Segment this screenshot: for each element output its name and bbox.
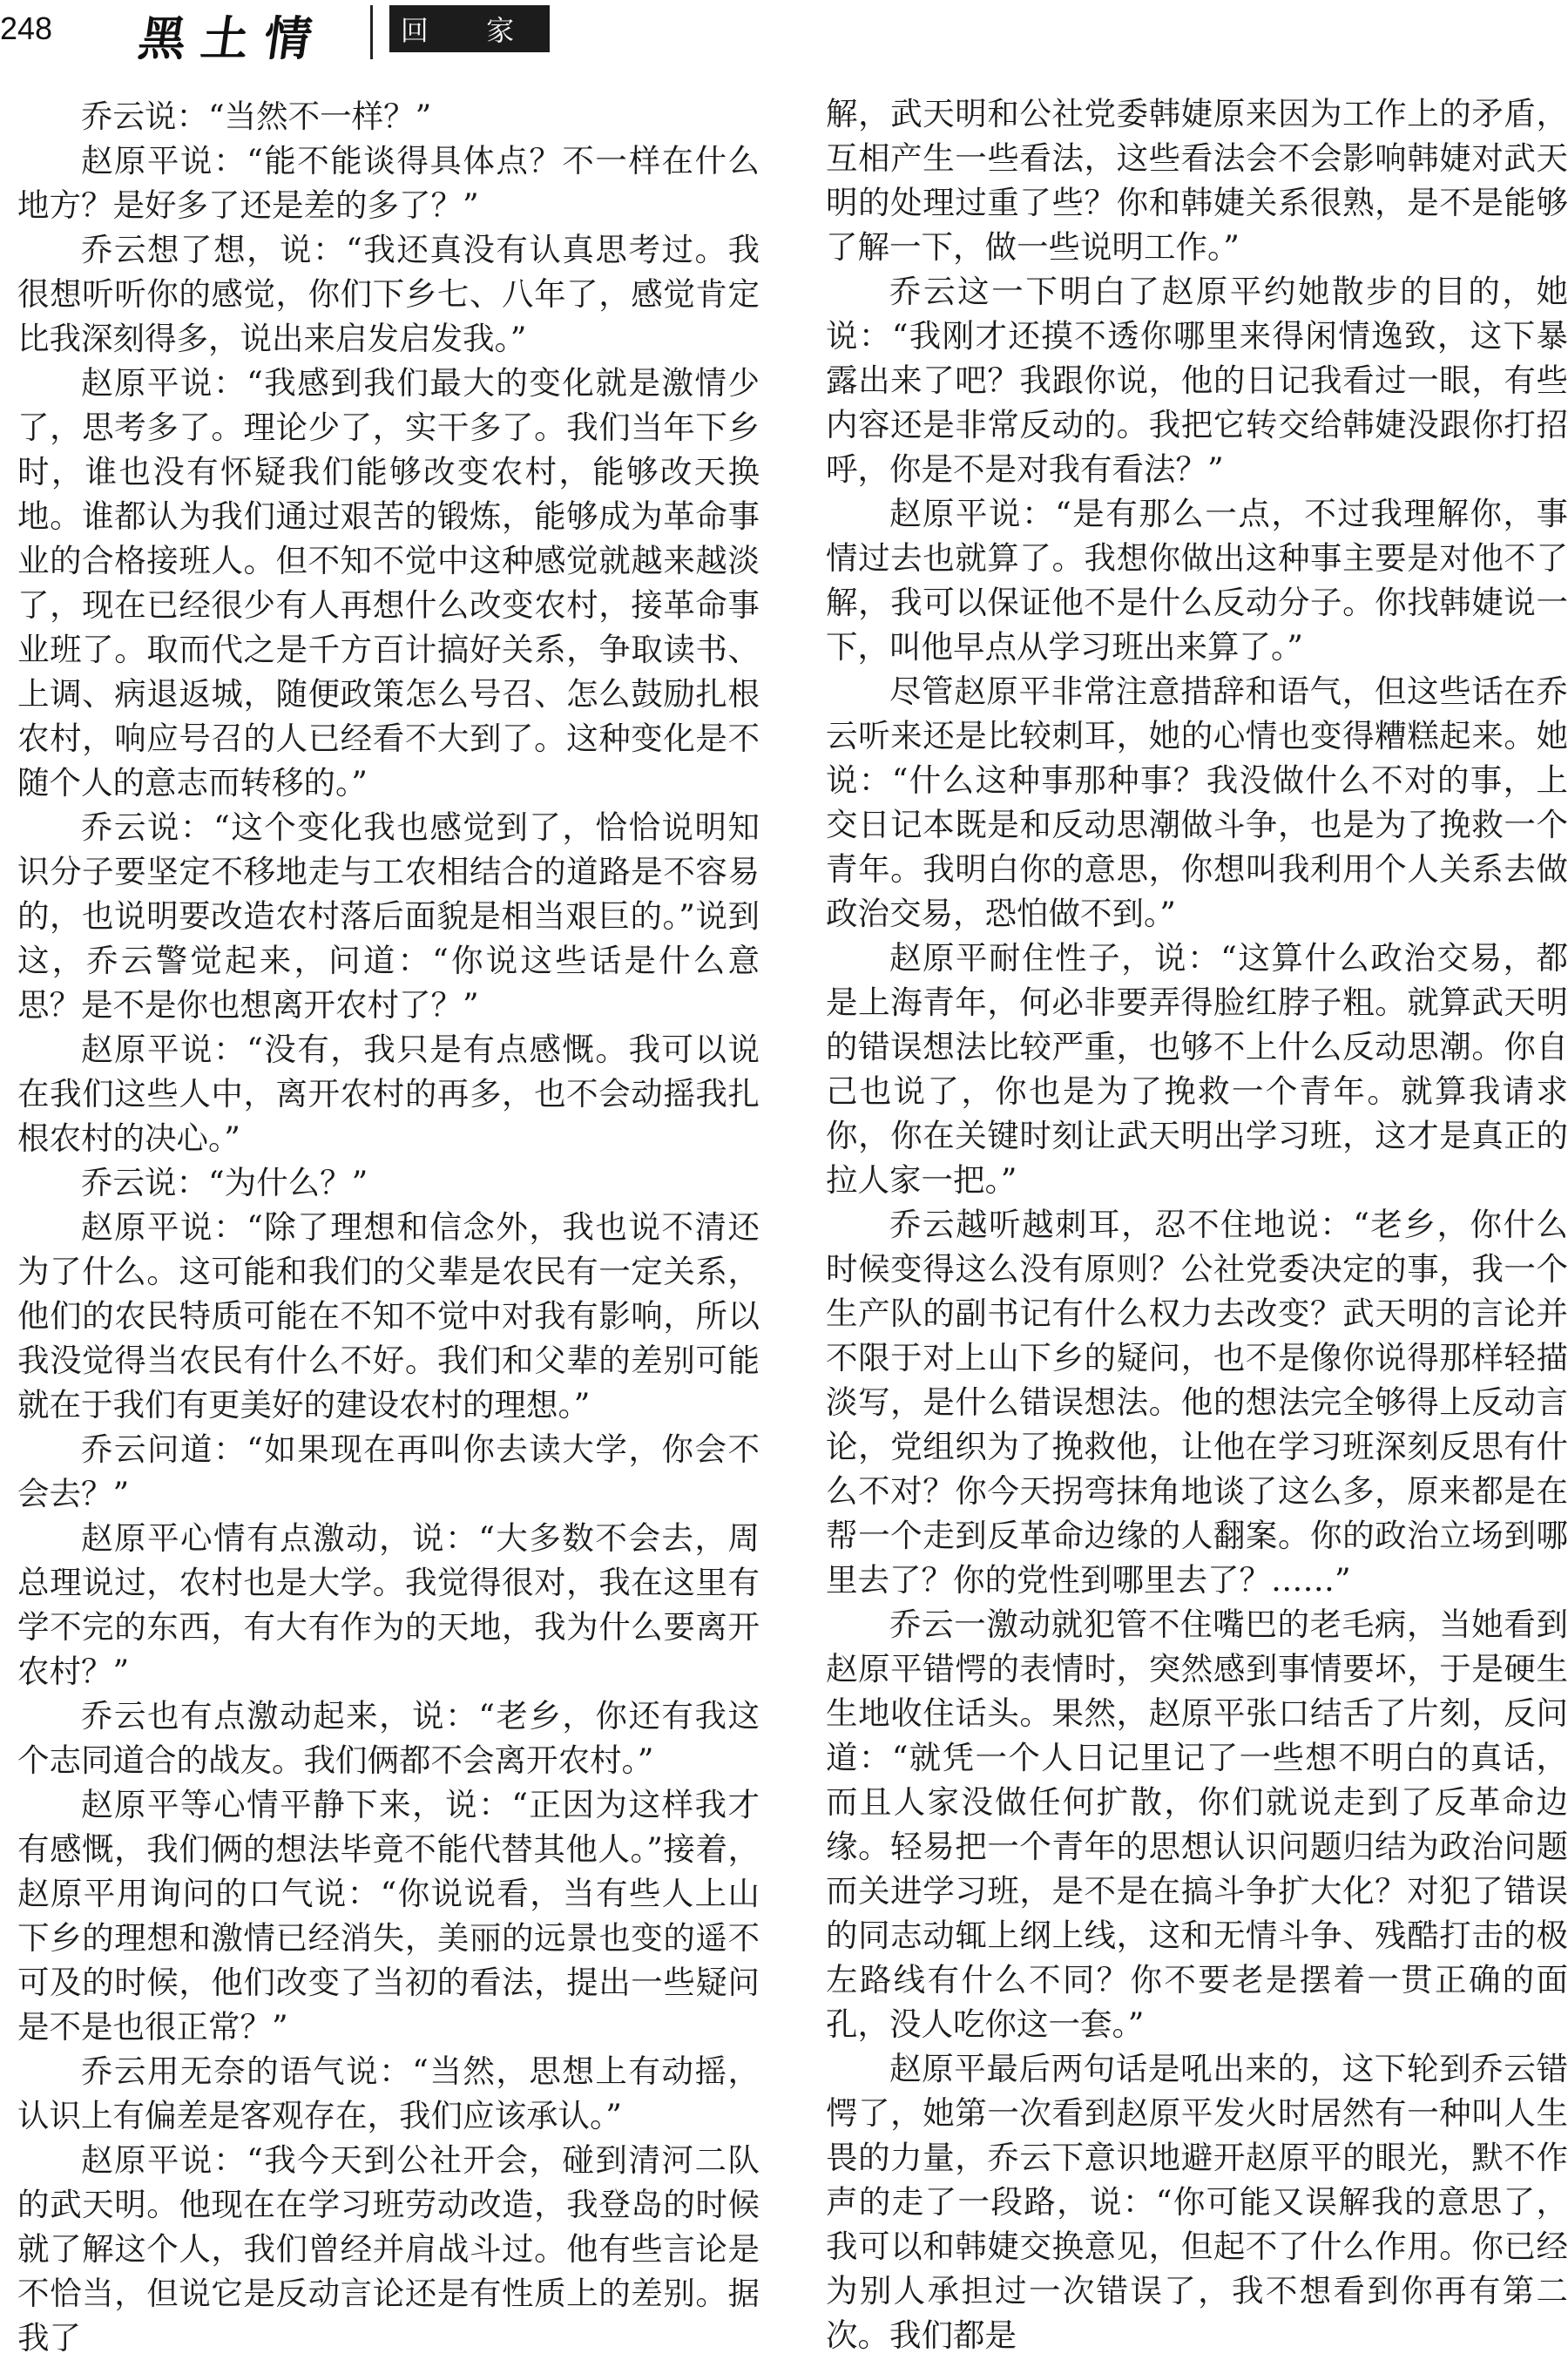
paragraph: 赵原平说：“是有那么一点，不过我理解你，事情过去也就算了。我想你做出这种事主要是对他不了解，我可以保证他不是什么反动分子。你找韩婕说一下，叫他早点从学习班出来算了。” [826,495,1568,666]
left-column [17,94,760,2360]
paragraph: 乔云说：“当然不一样？” [81,98,432,135]
paragraph: 赵原平最后两句话是吼出来的，这下轮到乔云错愕了，她第一次看到赵原平发火时居然有一种叫人生畏的力量，乔云下意识地避开赵原平的眼光，默不作声的走了一段路，说：“你可能又误解我的意思了，我可以和韩婕交换意见，但起不了什么作用。你已经为别人承担过一次错误了，我不想看到你再有第二次。我们都是 [826,2050,1568,2354]
paragraph: 乔云这一下明白了赵原平约她散步的目的，她说：“我刚才还摸不透你哪里来得闲情逸致，这下暴露出来了吧？我跟你说，他的日记我看过一眼，有些内容还是非常反动的。我把它转交给韩婕没跟你打招呼，你是不是对我有看法？” [826,273,1568,488]
paragraph: 赵原平说：“我感到我们最大的变化就是激情少了，思考多了。理论少了，实干多了。我们当年下乡时，谁也没有怀疑我们能够改变农村，能够改天换地。谁都认为我们通过艰苦的锻炼，能够成为革命事业的合格接班人。但不知不觉中这种感觉就越来越淡了，现在已经很少有人再想什么改变农村，接革命事业班了。取而代之是千方百计搞好关系，争取读书、上调、病退返城，随便政策怎么号召、怎么鼓励扎根农村，响应号召的人已经看不大到了。这种变化是不随个人的意志而转移的。” [17,364,760,801]
paragraph: 乔云越听越刺耳，忍不住地说：“老乡，你什么时候变得这么没有原则？公社党委决定的事，我一个生产队的副书记有什么权力去改变？武天明的言论并不限于对上山下乡的疑问，也不是像你说得那样轻描淡写，是什么错误想法。他的想法完全够得上反动言论，党组织为了挽救他，让他在学习班深刻反思有什么不对？你今天拐弯抹角地谈了这么多，原来都是在帮一个走到反革命边缘的人翻案。你的政治立场到哪里去了？你的党性到哪里去了？……” [826,1206,1568,1599]
paragraph: 赵原平说：“能不能谈得具体点？不一样在什么地方？是好多了还是差的多了？” [17,142,760,224]
magazine-title: 黑土情 [135,10,332,66]
paragraph: 尽管赵原平非常注意措辞和语气，但这些话在乔云听来还是比较刺耳，她的心情也变得糟糕起来。她说：“什么这种事那种事？我没做什么不对的事，上交日记本既是和反动思潮做斗争，也是为了挽救一个青年。我明白你的意思，你想叫我利用个人关系去做政治交易，恐怕做不到。” [826,673,1568,932]
paragraph: 乔云问道：“如果现在再叫你去读大学，你会不会去？” [17,1430,760,1512]
paragraph: 乔云说：“这个变化我也感觉到了，恰恰说明知识分子要坚定不移地走与工农相结合的道路是不容易的，也说明要改造农村落后面貌是相当艰巨的。”说到这，乔云警觉起来，问道：“你说这些话是什么意思？是不是你也想离开农村了？” [17,808,760,1024]
paragraph: 乔云用无奈的语气说：“当然，思想上有动摇，认识上有偏差是客观存在，我们应该承认。” [17,2052,760,2134]
paragraph: 赵原平等心情平静下来，说：“正因为这样我才有感慨，我们俩的想法毕竟不能代替其他人。”接着，赵原平用询问的口气说：“你说说看，当有些人上山下乡的理想和激情已经消失，美丽的远景也变的遥不可及的时候，他们改变了当初的看法，提出一些疑问是不是也很正常？” [17,1786,760,2046]
paragraph: 乔云说：“为什么？” [81,1164,368,1201]
header-divider [370,5,373,59]
article-body [17,94,1568,2357]
section-label: 回 家 [389,5,550,52]
right-column [826,91,1568,2357]
paragraph: 乔云想了想，说：“我还真没有认真思考过。我很想听听你的感觉，你们下乡七、八年了，感觉肯定比我深刻得多，说出来启发启发我。” [17,231,760,357]
paragraph: 赵原平耐住性子，说：“这算什么政治交易，都是上海青年，何必非要弄得脸红脖子粗。就算武天明的错误想法比较严重，也够不上什么反动思潮。你自己也说了，你也是为了挽救一个青年。就算我请求你，你在关键时刻让武天明出学习班，这才是真正的拉人家一把。” [826,939,1568,1199]
paragraph: 赵原平说：“没有，我只是有点感慨。我可以说在我们这些人中，离开农村的再多，也不会动摇我扎根农村的决心。” [17,1031,760,1157]
paragraph: 赵原平心情有点激动，说：“大多数不会去，周总理说过，农村也是大学。我觉得很对，我在这里有学不完的东西，有大有作为的天地，我为什么要离开农村？” [17,1519,760,1690]
page-header [0,0,1568,68]
paragraph: 赵原平说：“我今天到公社开会，碰到清河二队的武天明。他现在在学习班劳动改造，我登岛的时候就了解这个人，我们曾经并肩战斗过。他有些言论是不恰当，但说它是反动言论还是有性质上的差别。据我了 [17,2141,760,2357]
paragraph: 赵原平说：“除了理想和信念外，我也说不清还为了什么。这可能和我们的父辈是农民有一定关系，他们的农民特质可能在不知不觉中对我有影响，所以我没觉得当农民有什么不好。我们和父辈的差别可能就在于我们有更美好的建设农村的理想。” [17,1208,760,1423]
paragraph-continuation: 解，武天明和公社党委韩婕原来因为工作上的矛盾，互相产生一些看法，这些看法会不会影响韩婕对武天明的处理过重了些？你和韩婕关系很熟，是不是能够了解一下，做一些说明工作。” [826,95,1568,266]
paragraph: 乔云一激动就犯管不住嘴巴的老毛病，当她看到赵原平错愕的表情时，突然感到事情要坏，于是硬生生地收住话头。果然，赵原平张口结舌了片刻，反问道：“就凭一个人日记里记了一些想不明白的真话，而且人家没做任何扩散，你们就说走到了反革命边缘。轻易把一个青年的思想认识问题归结为政治问题而关进学习班，是不是在搞斗争扩大化？对犯了错误的同志动辄上纲上线，这和无情斗争、残酷打击的极左路线有什么不同？你不要老是摆着一贯正确的面孔，没人吃你这一套。” [826,1606,1568,2043]
paragraph: 乔云也有点激动起来，说：“老乡，你还有我这个志同道合的战友。我们俩都不会离开农村。” [17,1697,760,1779]
page-number: 248 [0,10,53,46]
